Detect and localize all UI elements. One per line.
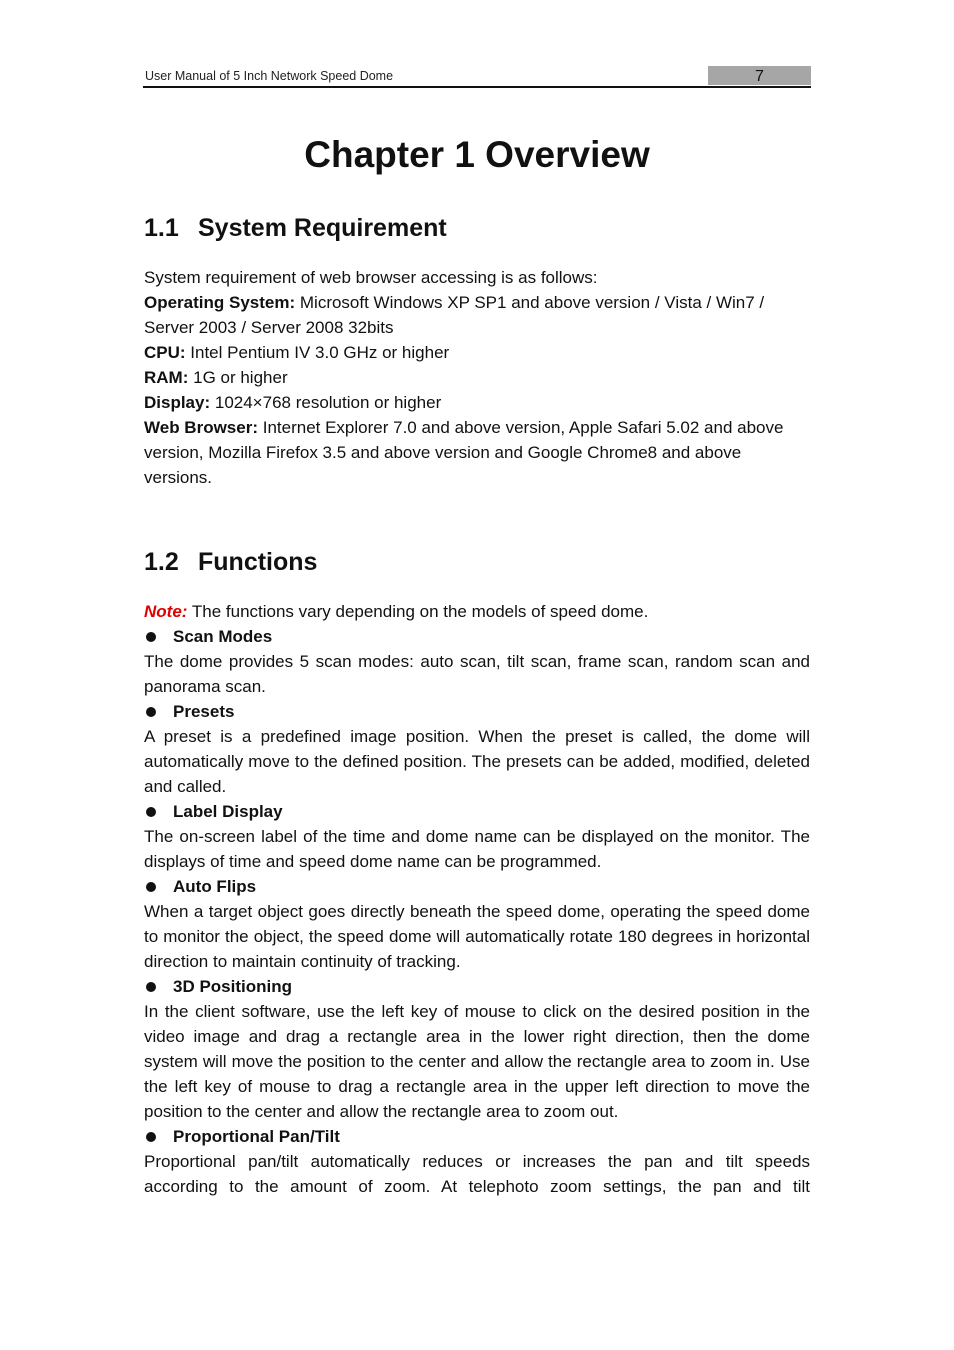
note bbox=[144, 599, 810, 624]
function-title: 3D Positioning bbox=[144, 974, 810, 999]
bullet-icon bbox=[146, 632, 156, 642]
function-description: The on-screen label of the time and dome name can be displayed on the monitor. The displays of time and speed dome name can be programmed. bbox=[144, 827, 810, 871]
function-title: Proportional Pan/Tilt bbox=[144, 1124, 810, 1149]
requirement-label: Display: bbox=[144, 393, 211, 412]
header-rule bbox=[143, 86, 811, 88]
note-text: The functions vary depending on the models of speed dome. bbox=[187, 602, 649, 621]
header-title: User Manual of 5 Inch Network Speed Dome bbox=[145, 69, 394, 83]
requirement-value: 1024×768 resolution or higher bbox=[210, 393, 442, 412]
functions-list bbox=[144, 599, 810, 1199]
function-title: Scan Modes bbox=[144, 624, 810, 649]
requirement-os-continued: Server 2003 / Server 2008 32bits bbox=[144, 318, 394, 337]
requirement-value: 1G or higher bbox=[188, 368, 288, 387]
bullet-icon bbox=[146, 882, 156, 892]
requirement-ram bbox=[144, 365, 810, 390]
function-description: In the client software, use the left key of mouse to click on the desired position in the video image and drag a rectangle area in the lower right direction, then the dome system will move the position to the center and allow the rectangle area to zoom in. Use the left key of mouse to drag a rectangle area in the upper left direction to move the position to the center and allow the rectangle area to zoom out. bbox=[144, 1002, 810, 1121]
requirement-browser-continued: versions. bbox=[144, 468, 213, 487]
requirement-cpu bbox=[144, 340, 810, 365]
system-requirements bbox=[144, 265, 810, 490]
page-content bbox=[144, 120, 810, 1199]
requirement-display bbox=[144, 390, 810, 415]
requirement-value: Intel Pentium IV 3.0 GHz or higher bbox=[185, 343, 450, 362]
bullet-icon bbox=[146, 1132, 156, 1142]
function-title: Label Display bbox=[144, 799, 810, 824]
function-description: Proportional pan/tilt automatically reduces or increases the pan and tilt speeds according to the amount of zoom. At telephoto zoom settings, the pan and tilt bbox=[144, 1152, 810, 1196]
chapter-title: Chapter 1 Overview bbox=[304, 134, 650, 175]
function-description: When a target object goes directly beneath the speed dome, operating the speed dome to monitor the object, the speed dome will automatically rotate 180 degrees in horizontal direction to maintain continuity of tracking. bbox=[144, 902, 810, 971]
section-title: System Requirement bbox=[198, 214, 447, 242]
requirement-label: RAM: bbox=[144, 368, 189, 387]
requirements-intro: System requirement of web browser accessing is as follows: bbox=[144, 268, 598, 287]
function-description: The dome provides 5 scan modes: auto scan, tilt scan, frame scan, random scan and panorama scan. bbox=[144, 652, 810, 696]
requirement-label: CPU: bbox=[144, 343, 186, 362]
requirement-value: Microsoft Windows XP SP1 and above version / Vista / Win7 / bbox=[295, 293, 765, 312]
section-heading-1-1 bbox=[144, 208, 810, 248]
bullet-icon bbox=[146, 982, 156, 992]
function-title: Presets bbox=[144, 699, 810, 724]
function-description: A preset is a predefined image position. When the preset is called, the dome will automatically move to the defined position. The presets can be added, modified, deleted and called. bbox=[144, 727, 810, 796]
page-number: 7 bbox=[708, 66, 811, 85]
bullet-icon bbox=[146, 707, 156, 717]
section-heading-1-2 bbox=[144, 542, 810, 582]
note-label: Note: bbox=[144, 602, 188, 621]
requirement-label: Operating System: bbox=[144, 293, 296, 312]
requirement-os bbox=[144, 290, 810, 315]
requirement-browser-continued: version, Mozilla Firefox 3.5 and above version and Google Chrome8 and above bbox=[144, 443, 742, 462]
section-number: 1.1 bbox=[144, 214, 179, 242]
requirement-browser bbox=[144, 415, 810, 440]
requirement-label: Web Browser: bbox=[144, 418, 258, 437]
requirement-value: Internet Explorer 7.0 and above version, Apple Safari 5.02 and above bbox=[258, 418, 784, 437]
function-title: Auto Flips bbox=[144, 874, 810, 899]
page-header bbox=[143, 64, 811, 90]
bullet-icon bbox=[146, 807, 156, 817]
section-title: Functions bbox=[198, 548, 318, 576]
section-number: 1.2 bbox=[144, 548, 179, 576]
